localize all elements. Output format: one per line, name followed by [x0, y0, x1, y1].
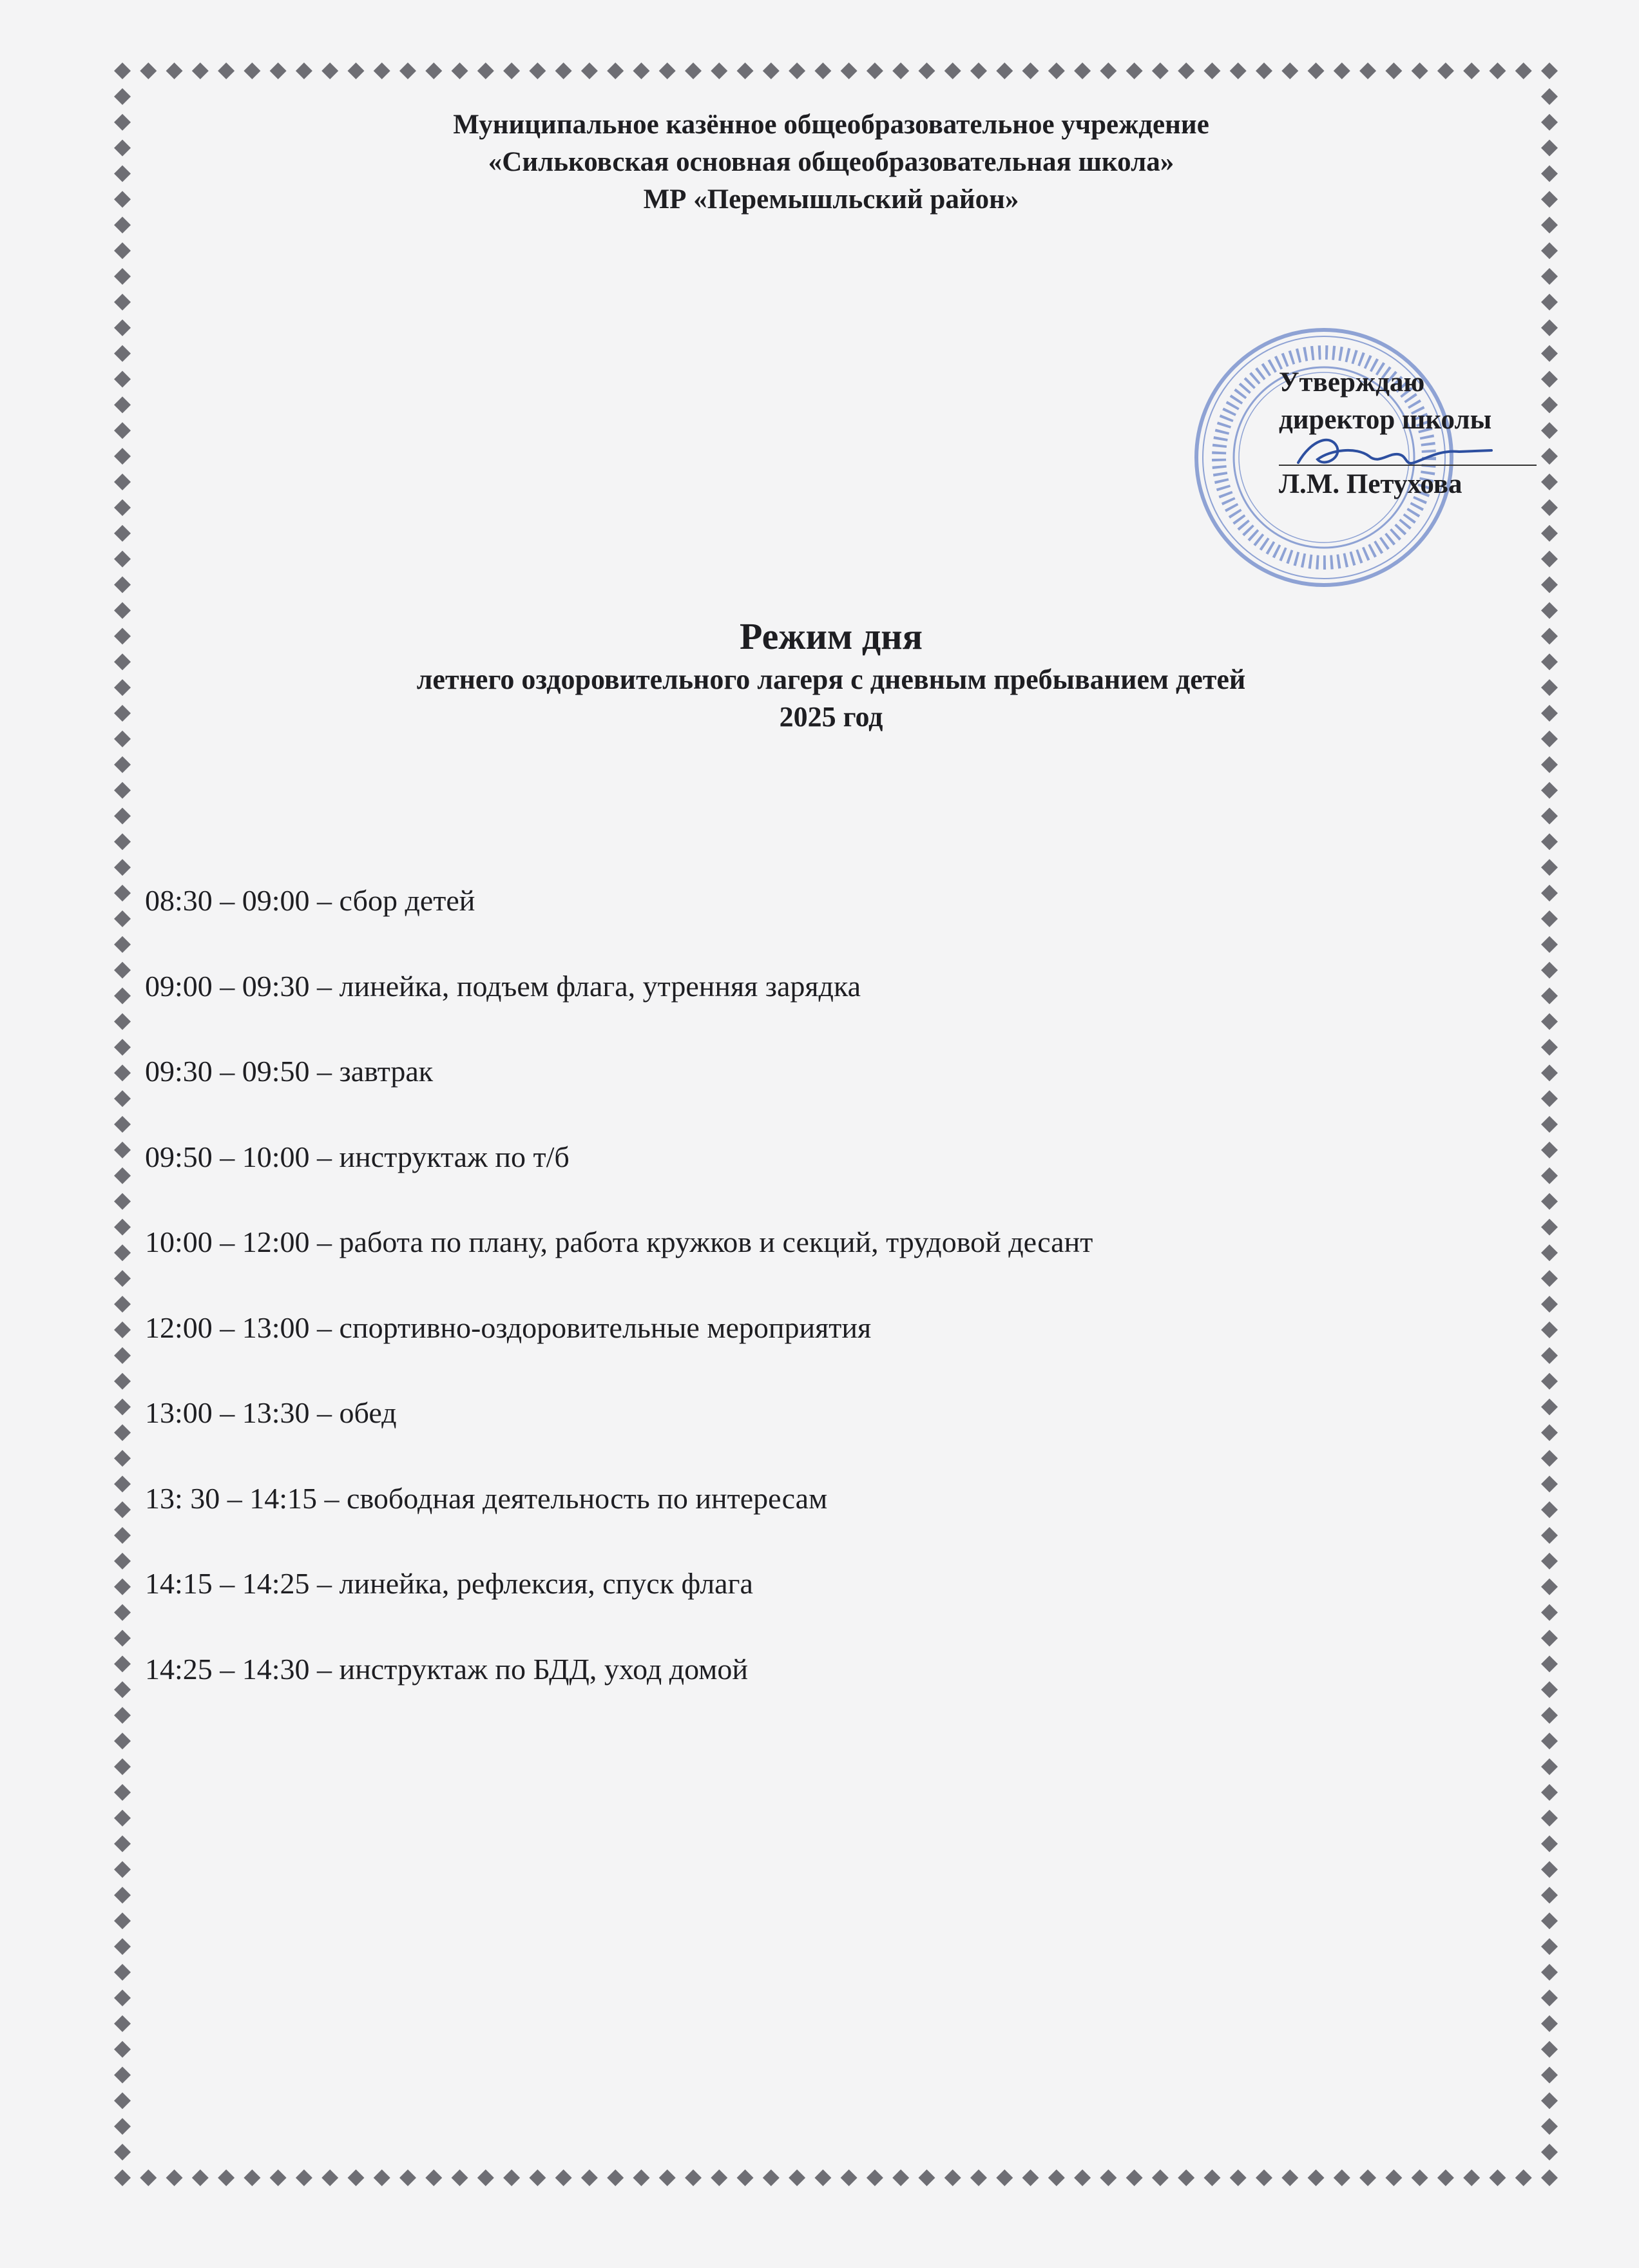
- border-diamond: [114, 499, 131, 516]
- border-diamond: [1541, 1964, 1558, 1981]
- border-diamond: [789, 62, 805, 79]
- border-diamond: [114, 140, 131, 157]
- border-diamond: [114, 1270, 131, 1287]
- schedule-item: 13: 30 – 14:15 – свободная деятельность по интересам: [145, 1481, 828, 1515]
- border-diamond: [1541, 653, 1558, 670]
- border-diamond: [114, 1296, 131, 1312]
- border-diamond: [1541, 1630, 1558, 1647]
- border-diamond: [1541, 679, 1558, 696]
- border-diamond: [1541, 705, 1558, 722]
- border-diamond: [114, 1681, 131, 1698]
- border-diamond: [1100, 62, 1117, 79]
- border-diamond: [114, 345, 131, 362]
- border-diamond: [1022, 2169, 1039, 2186]
- border-diamond: [114, 551, 131, 568]
- border-diamond: [1541, 756, 1558, 773]
- schedule-item: 09:50 – 10:00 – инструктаж по т/б: [145, 1140, 570, 1173]
- border-diamond: [892, 2169, 909, 2186]
- border-diamond: [1541, 1938, 1558, 1955]
- border-diamond: [1541, 1810, 1558, 1827]
- border-diamond: [1541, 962, 1558, 979]
- border-diamond: [114, 1142, 131, 1158]
- border-diamond: [1541, 1836, 1558, 1852]
- border-diamond: [114, 1090, 131, 1107]
- border-diamond: [114, 988, 131, 1004]
- border-diamond: [1541, 807, 1558, 824]
- border-diamond: [1541, 2041, 1558, 2058]
- border-diamond: [140, 2169, 157, 2186]
- border-diamond: [114, 1912, 131, 1929]
- border-diamond: [1541, 1321, 1558, 1338]
- border-diamond: [1334, 2169, 1350, 2186]
- border-diamond: [114, 885, 131, 901]
- border-diamond: [1048, 2169, 1065, 2186]
- border-diamond: [218, 62, 235, 79]
- border-diamond: [1541, 2066, 1558, 2083]
- border-diamond: [841, 2169, 858, 2186]
- border-diamond: [555, 2169, 572, 2186]
- border-diamond: [1541, 422, 1558, 439]
- border-diamond: [1178, 2169, 1194, 2186]
- border-diamond: [452, 62, 468, 79]
- border-diamond: [1126, 62, 1143, 79]
- border-diamond: [1152, 62, 1169, 79]
- border-diamond: [114, 1758, 131, 1775]
- border-diamond: [114, 910, 131, 927]
- approval-position: директор школы: [1279, 405, 1492, 435]
- border-diamond: [1308, 62, 1325, 79]
- border-diamond: [114, 1116, 131, 1133]
- border-diamond: [1541, 1244, 1558, 1261]
- border-diamond: [114, 1553, 131, 1570]
- border-diamond: [1541, 1475, 1558, 1492]
- border-diamond: [867, 2169, 883, 2186]
- border-diamond: [1048, 62, 1065, 79]
- border-diamond: [1541, 628, 1558, 644]
- border-diamond: [114, 1064, 131, 1081]
- border-diamond: [270, 2169, 287, 2186]
- border-diamond: [581, 62, 598, 79]
- border-diamond: [1541, 345, 1558, 362]
- border-diamond: [1541, 577, 1558, 593]
- daily-schedule-list: [145, 881, 1498, 1735]
- border-diamond: [737, 2169, 754, 2186]
- border-diamond: [1541, 2092, 1558, 2109]
- border-diamond: [114, 216, 131, 233]
- border-diamond: [1541, 242, 1558, 259]
- border-diamond: [114, 191, 131, 207]
- border-diamond: [114, 1733, 131, 1749]
- border-diamond: [555, 62, 572, 79]
- border-diamond: [114, 1013, 131, 1030]
- border-diamond: [114, 1168, 131, 1184]
- border-diamond: [659, 2169, 676, 2186]
- border-diamond: [1541, 1064, 1558, 1081]
- border-diamond: [1541, 1527, 1558, 1544]
- director-name: Л.М. Петухова: [1279, 469, 1462, 499]
- border-diamond: [114, 525, 131, 542]
- border-diamond: [114, 396, 131, 413]
- border-diamond: [1541, 396, 1558, 413]
- border-diamond: [1541, 1861, 1558, 1878]
- border-diamond: [581, 2169, 598, 2186]
- border-diamond: [1541, 448, 1558, 465]
- border-diamond: [918, 62, 935, 79]
- border-diamond: [114, 1861, 131, 1878]
- border-diamond: [1541, 1579, 1558, 1595]
- border-diamond: [1256, 62, 1272, 79]
- border-diamond: [1022, 62, 1039, 79]
- border-diamond: [1463, 62, 1480, 79]
- border-diamond: [1541, 1707, 1558, 1724]
- border-diamond: [296, 62, 312, 79]
- border-diamond: [1541, 499, 1558, 516]
- border-diamond: [114, 577, 131, 593]
- border-diamond: [1541, 2118, 1558, 2135]
- border-diamond: [114, 2144, 131, 2160]
- border-diamond: [114, 1604, 131, 1621]
- border-diamond: [1541, 551, 1558, 568]
- border-diamond: [607, 62, 624, 79]
- border-diamond: [321, 2169, 338, 2186]
- border-diamond: [114, 371, 131, 388]
- border-diamond: [114, 705, 131, 722]
- border-diamond: [192, 62, 209, 79]
- border-diamond: [711, 62, 727, 79]
- border-diamond: [399, 2169, 416, 2186]
- border-diamond: [1541, 294, 1558, 311]
- border-diamond: [1074, 2169, 1091, 2186]
- border-diamond: [114, 320, 131, 336]
- border-diamond: [814, 62, 831, 79]
- border-diamond: [114, 936, 131, 953]
- border-diamond: [114, 807, 131, 824]
- border-diamond: [1541, 1990, 1558, 2006]
- schedule-item: 09:30 – 09:50 – завтрак: [145, 1055, 434, 1088]
- border-diamond: [114, 1475, 131, 1492]
- border-diamond: [114, 782, 131, 799]
- border-diamond: [1489, 62, 1506, 79]
- border-diamond: [789, 2169, 805, 2186]
- approval-label: Утверждаю: [1279, 367, 1425, 398]
- border-diamond: [114, 2015, 131, 2032]
- border-diamond: [1100, 2169, 1117, 2186]
- border-diamond: [1437, 2169, 1454, 2186]
- border-diamond: [321, 62, 338, 79]
- border-diamond: [425, 62, 442, 79]
- signature-line: [1279, 439, 1537, 466]
- border-diamond: [1541, 1373, 1558, 1390]
- border-diamond: [1541, 602, 1558, 619]
- border-diamond: [425, 2169, 442, 2186]
- border-diamond: [1230, 2169, 1247, 2186]
- border-diamond: [477, 2169, 494, 2186]
- border-diamond: [114, 2041, 131, 2058]
- border-diamond: [114, 833, 131, 850]
- border-diamond: [1230, 62, 1247, 79]
- border-diamond: [244, 2169, 260, 2186]
- border-diamond: [1541, 1733, 1558, 1749]
- document-subtitle: летнего оздоровительного лагеря с дневным пребыванием детей: [416, 664, 1246, 695]
- border-diamond: [1541, 525, 1558, 542]
- border-diamond: [1541, 885, 1558, 901]
- border-diamond: [114, 114, 131, 131]
- schedule-item: 12:00 – 13:00 – спортивно-оздоровительные мероприятия: [145, 1311, 872, 1344]
- border-diamond: [944, 2169, 961, 2186]
- border-diamond: [737, 62, 754, 79]
- border-diamond: [529, 62, 546, 79]
- border-diamond: [996, 2169, 1013, 2186]
- border-diamond: [114, 1630, 131, 1647]
- border-diamond: [114, 1244, 131, 1261]
- border-diamond: [633, 62, 649, 79]
- schedule-item: 14:25 – 14:30 – инструктаж по БДД, уход домой: [145, 1652, 748, 1686]
- border-diamond: [114, 88, 131, 105]
- border-diamond: [114, 2118, 131, 2135]
- border-diamond: [1541, 1013, 1558, 1030]
- border-diamond: [996, 62, 1013, 79]
- border-diamond: [1541, 1784, 1558, 1801]
- border-diamond: [140, 62, 157, 79]
- border-diamond: [659, 62, 676, 79]
- schedule-item: 10:00 – 12:00 – работа по плану, работа кружков и секций, трудовой десант: [145, 1225, 1093, 1258]
- border-diamond: [114, 756, 131, 773]
- border-diamond: [1178, 62, 1194, 79]
- border-diamond: [114, 1425, 131, 1441]
- border-diamond: [1541, 1347, 1558, 1364]
- border-diamond: [1412, 2169, 1428, 2186]
- border-diamond: [114, 268, 131, 285]
- border-diamond: [1541, 1655, 1558, 1672]
- border-diamond: [1541, 782, 1558, 799]
- border-diamond: [633, 2169, 649, 2186]
- border-diamond: [1541, 114, 1558, 131]
- approval-block: [1279, 364, 1537, 503]
- border-diamond: [1541, 1450, 1558, 1466]
- border-diamond: [114, 1501, 131, 1518]
- schedule-item: 13:00 – 13:30 – обед: [145, 1396, 397, 1429]
- border-diamond: [114, 1039, 131, 1055]
- border-diamond: [1256, 2169, 1272, 2186]
- border-diamond: [114, 1655, 131, 1672]
- border-diamond: [114, 166, 131, 182]
- border-diamond: [685, 2169, 702, 2186]
- border-diamond: [1541, 62, 1558, 79]
- border-diamond: [1541, 1758, 1558, 1775]
- border-diamond: [1541, 1090, 1558, 1107]
- border-diamond: [1541, 1425, 1558, 1441]
- border-diamond: [1437, 62, 1454, 79]
- border-diamond: [114, 1938, 131, 1955]
- border-diamond: [503, 2169, 520, 2186]
- border-diamond: [1541, 1142, 1558, 1158]
- border-diamond: [1074, 62, 1091, 79]
- border-diamond: [1541, 1399, 1558, 1416]
- border-diamond: [374, 62, 390, 79]
- border-diamond: [970, 2169, 987, 2186]
- border-diamond: [1541, 910, 1558, 927]
- border-diamond: [763, 62, 780, 79]
- border-diamond: [114, 2169, 131, 2186]
- border-diamond: [114, 679, 131, 696]
- border-diamond: [166, 2169, 183, 2186]
- border-diamond: [114, 653, 131, 670]
- institution-header: [193, 106, 1469, 218]
- border-diamond: [1541, 731, 1558, 747]
- border-diamond: [892, 62, 909, 79]
- border-diamond: [1541, 859, 1558, 876]
- border-diamond: [1541, 1887, 1558, 1903]
- border-diamond: [452, 2169, 468, 2186]
- border-diamond: [1541, 1501, 1558, 1518]
- border-diamond: [1152, 2169, 1169, 2186]
- border-diamond: [114, 1347, 131, 1364]
- border-diamond: [114, 474, 131, 490]
- signature-mark: [1292, 427, 1498, 479]
- border-diamond: [114, 294, 131, 311]
- border-diamond: [1541, 1270, 1558, 1287]
- border-diamond: [114, 422, 131, 439]
- border-diamond: [114, 1990, 131, 2006]
- document-title-block: [193, 612, 1469, 736]
- border-diamond: [1541, 1193, 1558, 1210]
- border-diamond: [503, 62, 520, 79]
- header-line-2: «Сильковская основная общеобразовательная школа»: [488, 147, 1174, 177]
- border-diamond: [685, 62, 702, 79]
- border-diamond: [244, 62, 260, 79]
- document-year: 2025 год: [779, 701, 883, 733]
- border-diamond: [1541, 2144, 1558, 2160]
- border-diamond: [1541, 2169, 1558, 2186]
- border-diamond: [1541, 833, 1558, 850]
- border-diamond: [1541, 1912, 1558, 1929]
- border-diamond: [1281, 2169, 1298, 2186]
- border-diamond: [1541, 216, 1558, 233]
- schedule-item: 14:15 – 14:25 – линейка, рефлексия, спуск флага: [145, 1567, 753, 1600]
- border-diamond: [477, 62, 494, 79]
- border-diamond: [1203, 62, 1220, 79]
- border-diamond: [1541, 268, 1558, 285]
- border-diamond: [114, 859, 131, 876]
- border-diamond: [1334, 62, 1350, 79]
- border-diamond: [114, 1219, 131, 1236]
- border-diamond: [1541, 191, 1558, 207]
- border-diamond: [114, 2066, 131, 2083]
- border-diamond: [1359, 2169, 1376, 2186]
- header-line-3: МР «Перемышльский район»: [643, 184, 1019, 215]
- border-diamond: [114, 1579, 131, 1595]
- border-diamond: [1541, 1039, 1558, 1055]
- border-diamond: [114, 1784, 131, 1801]
- border-diamond: [529, 2169, 546, 2186]
- border-diamond: [1541, 2015, 1558, 2032]
- border-diamond: [1541, 1296, 1558, 1312]
- border-diamond: [270, 62, 287, 79]
- schedule-item: 09:00 – 09:30 – линейка, подъем флага, утренняя зарядка: [145, 969, 861, 1003]
- border-diamond: [114, 1450, 131, 1466]
- border-diamond: [867, 62, 883, 79]
- border-diamond: [1541, 320, 1558, 336]
- border-diamond: [114, 1321, 131, 1338]
- border-diamond: [711, 2169, 727, 2186]
- border-diamond: [918, 2169, 935, 2186]
- border-diamond: [1541, 1168, 1558, 1184]
- border-diamond: [1541, 936, 1558, 953]
- border-diamond: [1541, 988, 1558, 1004]
- border-diamond: [1385, 2169, 1402, 2186]
- border-diamond: [841, 62, 858, 79]
- border-diamond: [814, 2169, 831, 2186]
- border-diamond: [114, 2092, 131, 2109]
- border-diamond: [114, 731, 131, 747]
- border-diamond: [1541, 371, 1558, 388]
- border-diamond: [1308, 2169, 1325, 2186]
- border-diamond: [114, 448, 131, 465]
- border-diamond: [1515, 62, 1532, 79]
- border-diamond: [374, 2169, 390, 2186]
- border-diamond: [114, 1810, 131, 1827]
- border-diamond: [1541, 1681, 1558, 1698]
- border-diamond: [1541, 88, 1558, 105]
- border-diamond: [114, 1527, 131, 1544]
- border-diamond: [944, 62, 961, 79]
- border-diamond: [114, 1964, 131, 1981]
- border-diamond: [1541, 1553, 1558, 1570]
- border-diamond: [114, 1887, 131, 1903]
- border-diamond: [1359, 62, 1376, 79]
- border-diamond: [1281, 62, 1298, 79]
- border-diamond: [1541, 474, 1558, 490]
- border-diamond: [114, 1707, 131, 1724]
- border-diamond: [296, 2169, 312, 2186]
- border-diamond: [114, 62, 131, 79]
- border-diamond: [114, 1399, 131, 1416]
- border-diamond: [114, 1836, 131, 1852]
- border-diamond: [1541, 166, 1558, 182]
- border-diamond: [114, 1373, 131, 1390]
- border-diamond: [1385, 62, 1402, 79]
- border-diamond: [1463, 2169, 1480, 2186]
- border-diamond: [607, 2169, 624, 2186]
- border-diamond: [1541, 1116, 1558, 1133]
- border-diamond: [1541, 140, 1558, 157]
- border-diamond: [347, 62, 364, 79]
- schedule-item: 08:30 – 09:00 – сбор детей: [145, 884, 475, 917]
- border-diamond: [1203, 2169, 1220, 2186]
- border-diamond: [1126, 2169, 1143, 2186]
- border-diamond: [399, 62, 416, 79]
- border-diamond: [192, 2169, 209, 2186]
- document-title: Режим дня: [739, 615, 923, 657]
- border-diamond: [1412, 62, 1428, 79]
- border-diamond: [1489, 2169, 1506, 2186]
- border-diamond: [1515, 2169, 1532, 2186]
- border-diamond: [347, 2169, 364, 2186]
- border-diamond: [114, 628, 131, 644]
- border-diamond: [114, 242, 131, 259]
- border-diamond: [1541, 1604, 1558, 1621]
- border-diamond: [970, 62, 987, 79]
- border-diamond: [1541, 1219, 1558, 1236]
- border-diamond: [114, 1193, 131, 1210]
- border-diamond: [218, 2169, 235, 2186]
- header-line-1: Муниципальное казённое общеобразовательное учреждение: [453, 110, 1209, 140]
- border-diamond: [166, 62, 183, 79]
- border-diamond: [114, 602, 131, 619]
- border-diamond: [114, 962, 131, 979]
- border-diamond: [763, 2169, 780, 2186]
